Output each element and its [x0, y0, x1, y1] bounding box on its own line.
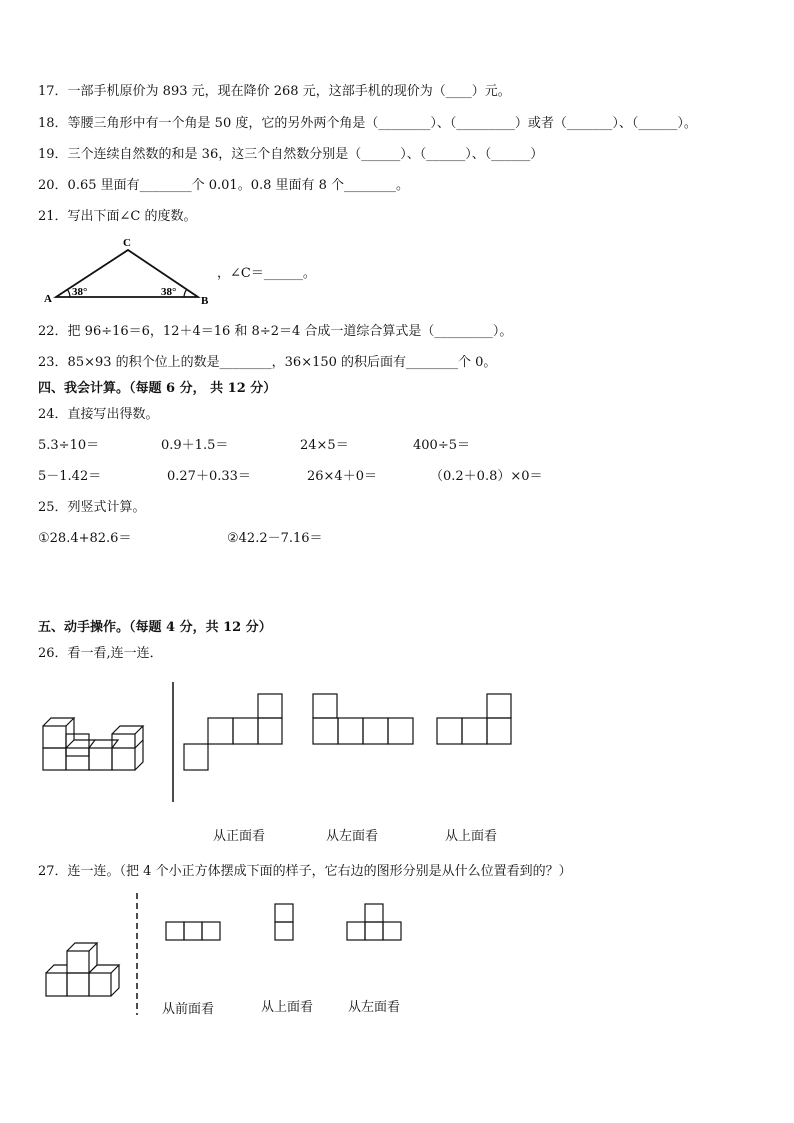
question-18: 18．等腰三角形中有一个角是 50 度，它的另外两个角是（________）、（_________）或者（_______）、（______）。 — [38, 116, 697, 131]
triangle-figure — [40, 236, 220, 308]
q26-label-top: 从上面看 — [445, 829, 498, 844]
q27-cube-figure — [45, 940, 125, 1000]
question-17: 17．一部手机原价为 893 元，现在降价 268 元，这部手机的现价为（____）元。 — [38, 84, 511, 99]
q27-view-2 — [274, 903, 296, 943]
calc-item: 0.27＋0.33＝ — [167, 469, 251, 484]
question-24: 24．直接写出得数。 — [38, 407, 159, 422]
question-25: 25．列竖式计算。 — [38, 500, 146, 515]
q27-label-top: 从上面看 — [261, 1000, 314, 1015]
question-21-answer: ，∠C＝______。 — [217, 266, 316, 281]
q26-divider — [171, 682, 175, 802]
section-5-heading: 五、动手操作。（每题 4 分，共 12 分） — [38, 620, 272, 635]
q26-label-front: 从正面看 — [213, 829, 266, 844]
calc-item: 0.9＋1.5＝ — [161, 438, 229, 453]
question-21: 21．写出下面∠C 的度数。 — [38, 209, 197, 224]
calc-item: 400÷5＝ — [413, 438, 470, 453]
vertex-b-label: B — [201, 295, 209, 307]
vertex-a-label: A — [44, 293, 52, 305]
q26-view-2 — [312, 693, 416, 747]
angle-b-label: 38° — [161, 286, 177, 298]
q26-view-1 — [183, 693, 285, 771]
q27-view-3 — [346, 903, 404, 943]
q27-label-front: 从前面看 — [162, 1002, 215, 1017]
calc-item: 26×4＋0＝ — [307, 469, 377, 484]
q27-divider — [135, 893, 139, 1015]
question-22: 22．把 96÷16＝6，12＋4＝16 和 8÷2＝4 合成一道综合算式是（_________）。 — [38, 324, 513, 339]
q26-view-3 — [436, 693, 516, 747]
q27-view-1 — [165, 921, 223, 943]
question-26: 26．看一看,连一连． — [38, 646, 163, 661]
q26-cube-figure — [42, 716, 157, 772]
q26-label-left: 从左面看 — [326, 829, 379, 844]
section-4-heading: 四、我会计算。（每题 6 分， 共 12 分） — [38, 381, 277, 396]
question-23: 23．85×93 的积个位上的数是________，36×150 的积后面有________个 0。 — [38, 355, 497, 370]
question-19: 19．三个连续自然数的和是 36，这三个自然数分别是（______）、（______）、（______） — [38, 147, 544, 162]
q27-label-left: 从左面看 — [348, 1000, 401, 1015]
vertex-c-label: C — [123, 237, 131, 249]
calc-item: （0.2＋0.8）×0＝ — [430, 469, 543, 484]
angle-a-arc — [67, 289, 70, 297]
vertical-calc-2: ②42.2－7.16＝ — [227, 531, 323, 546]
calc-item: 24×5＝ — [300, 438, 349, 453]
question-20: 20．0.65 里面有________个 0.01。0.8 里面有 8 个________。 — [38, 178, 410, 193]
angle-b-arc — [184, 289, 187, 297]
calc-item: 5.3÷10＝ — [38, 438, 100, 453]
vertical-calc-1: ①28.4+82.6＝ — [38, 531, 132, 546]
calc-item: 5－1.42＝ — [38, 469, 102, 484]
question-27: 27．连一连。（把 4 个小正方体摆成下面的样子，它右边的图形分别是从什么位置看到的？） — [38, 864, 572, 879]
angle-a-label: 38° — [72, 286, 88, 298]
